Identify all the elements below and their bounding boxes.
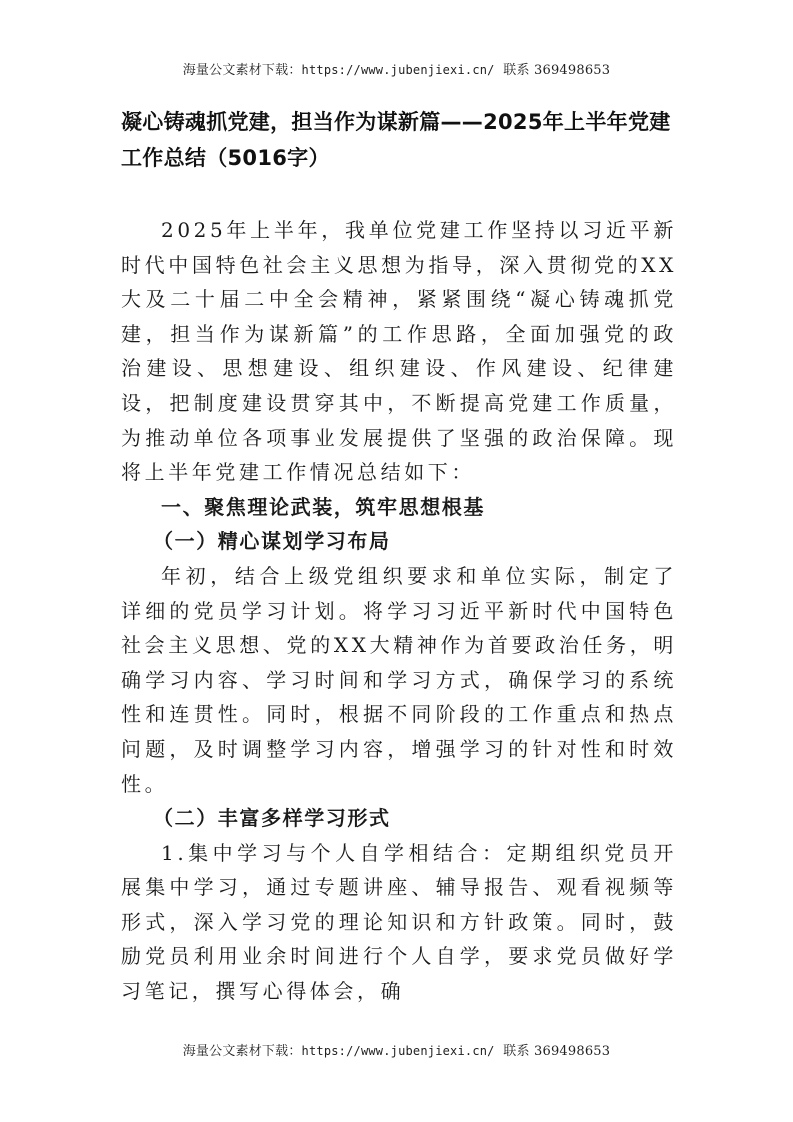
section-heading-1: 一、聚焦理论武装，筑牢思想根基 bbox=[161, 494, 485, 519]
subsection-paragraph-2: 1.集中学习与个人自学相结合：定期组织党员开展集中学习，通过专题讲座、辅导报告、观看视频等形式，深入学习党的理论知识和方针政策。同时，鼓励党员利用业余时间进行个人自学，要求党员做好学习笔记，撰写心得体会，确 bbox=[121, 840, 677, 1004]
document-title: 凝心铸魂抓党建，担当作为谋新篇——2025年上半年党建工作总结（5016字） bbox=[121, 110, 671, 170]
subsection-heading-2: （二）丰富多样学习形式 bbox=[153, 806, 391, 831]
header-url[interactable]: https://www.jubenjiexi.cn/ bbox=[301, 63, 495, 77]
page-footer bbox=[0, 1040, 793, 1059]
intro-paragraph: 2025年上半年，我单位党建工作坚持以习近平新时代中国特色社会主义思想为指导，深入贯彻党的XX大及二十届二中全会精神，紧紧围绕“凝心铸魂抓党建，担当作为谋新篇”的工作思路，全面加强党的政治建设、思想建设、组织建设、作风建设、纪律建设，把制度建设贯穿其中，不断提高党建工作质量，为推动单位各项事业发展提供了坚强的政治保障。现将上半年党建工作情况总结如下： bbox=[121, 218, 677, 485]
header-contact: 联系 369498653 bbox=[503, 63, 611, 78]
subsection-paragraph-1: 年初，结合上级党组织要求和单位实际，制定了详细的党员学习计划。将学习习近平新时代中国特色社会主义思想、党的XX大精神作为首要政治任务，明确学习内容、学习时间和学习方式，确保学习的系统性和连贯性。同时，根据不同阶段的工作重点和热点问题，及时调整学习内容，增强学习的针对性和时效性。 bbox=[121, 563, 677, 796]
header-prefix: 海量公文素材下载： bbox=[182, 63, 302, 78]
footer-url[interactable]: https://www.jubenjiexi.cn/ bbox=[301, 1044, 495, 1058]
footer-contact: 联系 369498653 bbox=[503, 1044, 611, 1059]
footer-prefix: 海量公文素材下载： bbox=[182, 1044, 302, 1059]
subsection-heading-1: （一）精心谋划学习布局 bbox=[153, 529, 391, 554]
document-body bbox=[121, 213, 677, 1009]
page-header bbox=[0, 59, 793, 78]
